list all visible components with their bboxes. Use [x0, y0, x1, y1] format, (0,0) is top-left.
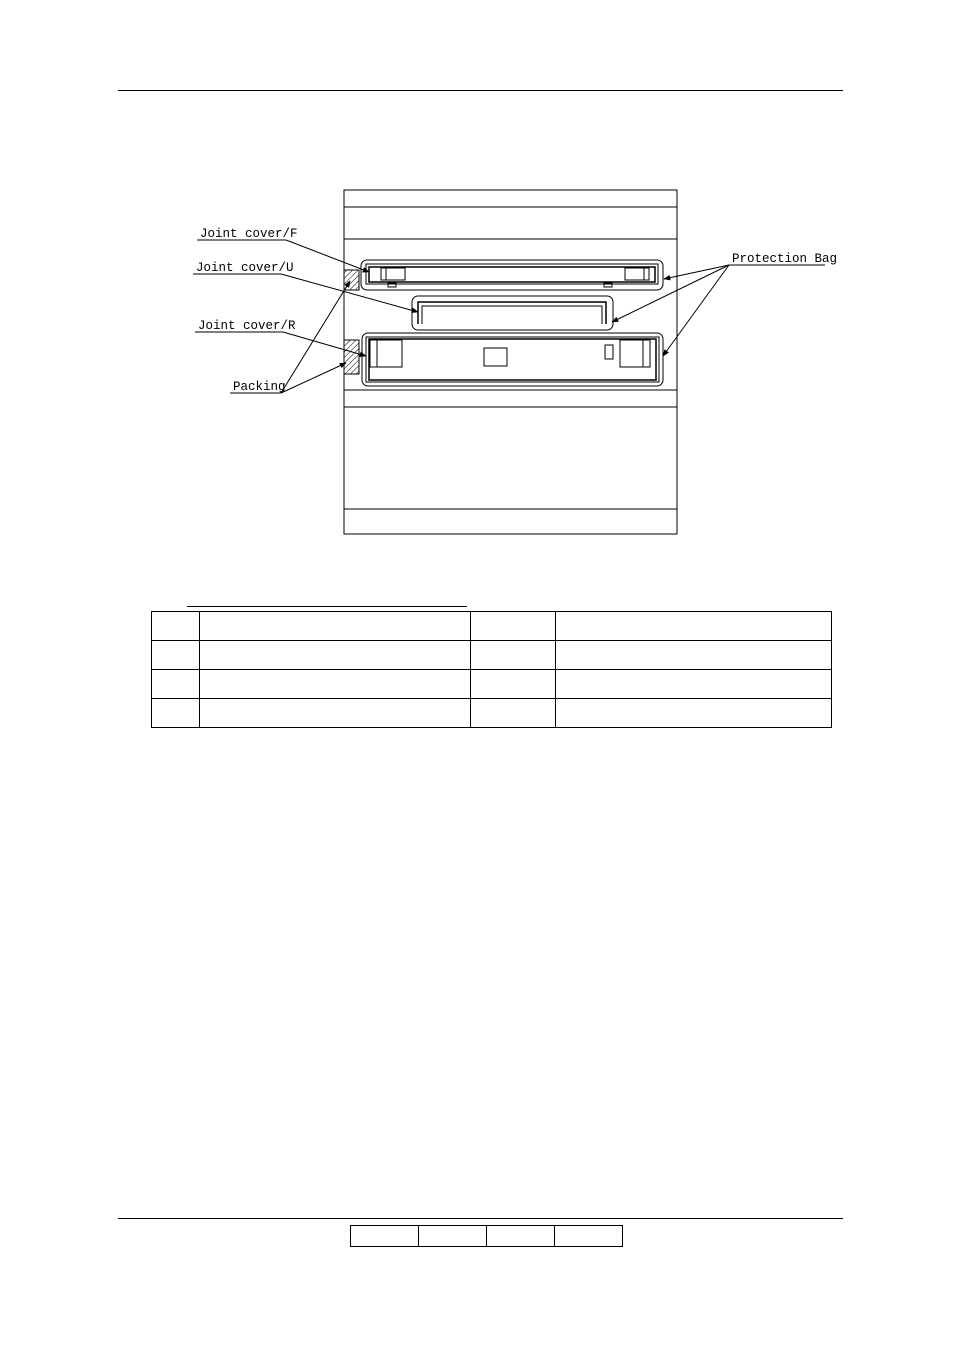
packing-block-lower — [344, 340, 359, 374]
label-joint-cover-u: Joint cover/U — [196, 261, 294, 275]
footer-box — [351, 1226, 419, 1247]
label-protection-bag: Protection Bag — [732, 252, 838, 266]
table-row — [152, 641, 832, 670]
label-joint-cover-r: Joint cover/R — [198, 319, 296, 333]
footer-rule — [118, 1218, 843, 1219]
footer-boxes — [350, 1225, 623, 1247]
footer-box — [419, 1226, 487, 1247]
label-joint-cover-f: Joint cover/F — [200, 227, 298, 241]
packing-diagram — [0, 0, 954, 560]
joint-cover-u-part — [412, 296, 613, 330]
footer-box — [555, 1226, 623, 1247]
table-row — [152, 699, 832, 728]
parts-table — [151, 611, 832, 728]
table-heading-underline — [187, 606, 467, 607]
label-packing: Packing — [233, 380, 286, 394]
shipping-box — [344, 190, 677, 534]
footer-box — [487, 1226, 555, 1247]
table-row — [152, 612, 832, 641]
joint-cover-f-part — [361, 260, 663, 290]
joint-cover-r-part — [362, 333, 663, 386]
table-row — [152, 670, 832, 699]
